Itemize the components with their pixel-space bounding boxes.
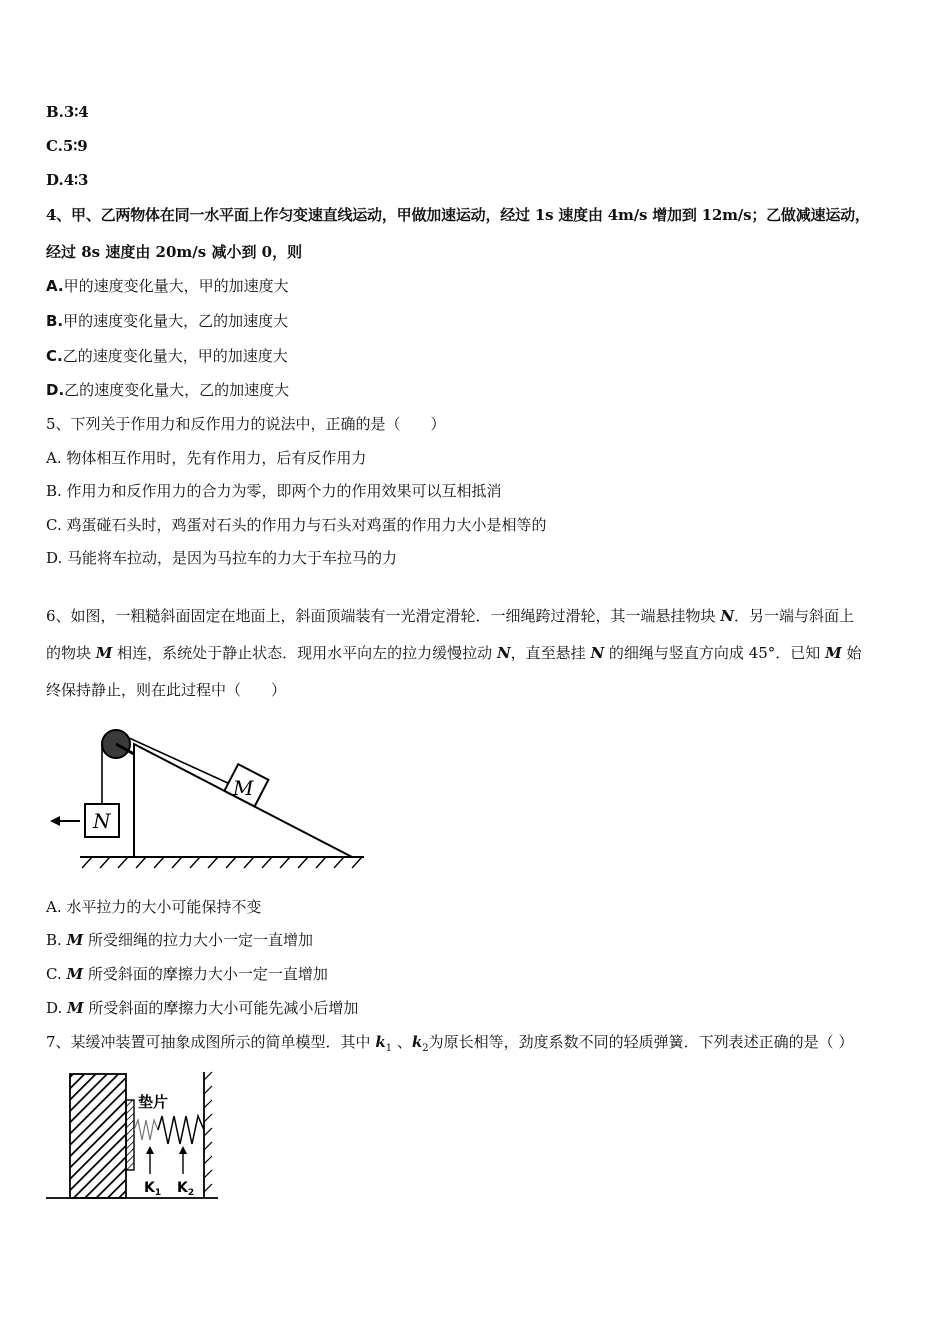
q3-option-c: C.5∶9 [46, 137, 88, 155]
q4-option-b: B.甲的速度变化量大，乙的加速度大 [46, 312, 289, 330]
wall-hatch [204, 1072, 212, 1192]
q6-option-b: B. M 所受细绳的拉力大小一定一直增加 [46, 931, 313, 949]
q4-stem-line2: 经过 8s 速度由 20m/s 减小到 0，则 [46, 243, 303, 261]
ground-hatch [82, 857, 362, 868]
q4-stem-line1: 4、甲、乙两物体在同一水平面上作匀变速直线运动，甲做加速运动，经过 1s 速度由 4m/s 增加到 12m/s；乙做减速运动， [46, 206, 870, 224]
spring-k1 [134, 1120, 158, 1140]
q5-option-c: C. 鸡蛋碰石头时，鸡蛋对石头的作用力与石头对鸡蛋的作用力大小是相等的 [46, 516, 547, 534]
q6-stem-line2: 的物块 M 相连，系统处于静止状态．现用水平向左的拉力缓慢拉动 N，直至悬挂 N 的细绳与竖直方向成 45°．已知 M 始 [46, 644, 862, 662]
k2-label: $K_2$ [177, 1180, 195, 1198]
pad-label: 垫片 [138, 1093, 169, 1111]
q4-option-d: D.乙的速度变化量大，乙的加速度大 [46, 381, 290, 399]
k2-arrowhead [179, 1146, 187, 1154]
buffer-block [70, 1074, 126, 1198]
q6-stem-line3: 终保持静止，则在此过程中（ ） [46, 681, 287, 699]
q3-option-b: B.3∶4 [46, 103, 89, 121]
label-n: N [93, 809, 111, 833]
spring-k2 [158, 1116, 204, 1144]
q5-stem: 5、下列关于作用力和反作用力的说法中，正确的是（ ） [46, 415, 446, 433]
pad [126, 1100, 134, 1170]
q4-option-c: C.乙的速度变化量大，甲的加速度大 [46, 347, 288, 365]
q6-option-d: D. M 所受斜面的摩擦力大小可能先减小后增加 [46, 999, 359, 1017]
k1-arrowhead [146, 1146, 154, 1154]
q4-option-a: A.甲的速度变化量大，甲的加速度大 [46, 277, 289, 295]
q5-option-b: B. 作用力和反作用力的合力为零，即两个力的作用效果可以互相抵消 [46, 482, 502, 500]
label-m: M [233, 776, 254, 800]
q6-option-a: A. 水平拉力的大小可能保持不变 [46, 898, 262, 916]
q6-option-c: C. M 所受斜面的摩擦力大小一定一直增加 [46, 965, 328, 983]
q6-stem-line1: 6、如图，一粗糙斜面固定在地面上，斜面顶端装有一光滑定滑轮．一细绳跨过滑轮，其一端悬挂物块 N．另一端与斜面上 [46, 607, 855, 625]
k1-label: $K_1$ [144, 1180, 162, 1198]
q5-option-d: D. 马能将车拉动，是因为马拉车的力大于车拉马的力 [46, 549, 398, 567]
q3-option-d: D.4∶3 [46, 171, 89, 189]
q7-figure [44, 1068, 224, 1208]
q5-option-a: A. 物体相互作用时，先有作用力，后有反作用力 [46, 449, 367, 467]
pull-arrowhead [50, 816, 60, 826]
q6-figure [40, 720, 370, 880]
q7-stem: 7、某缓冲装置可抽象成图所示的简单模型．其中 $k_1$ 、$k_2$为原长相等，劲度系数不同的轻质弹簧．下列表述正确的是（ ） [46, 1033, 854, 1054]
